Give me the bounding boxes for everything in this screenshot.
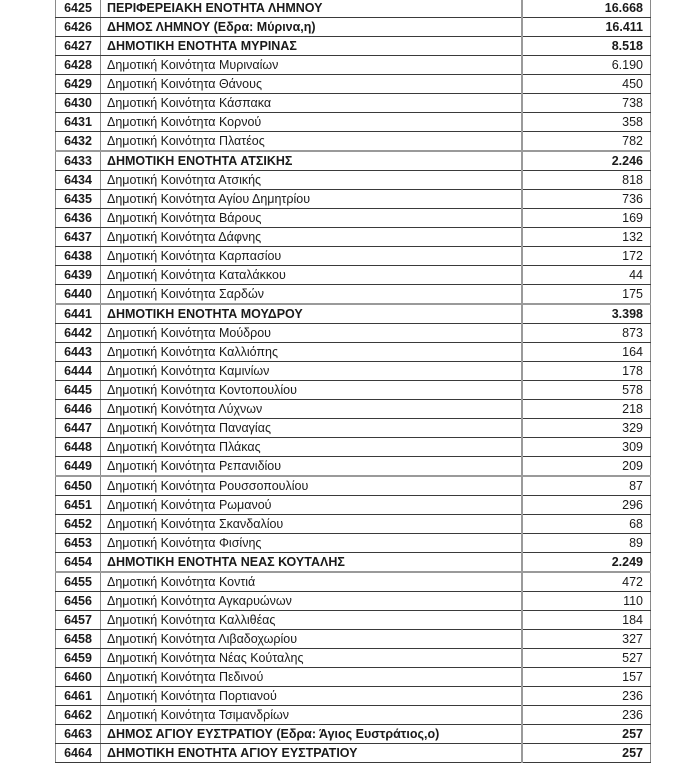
table-row — [56, 668, 651, 687]
row-population: 257 — [522, 744, 651, 763]
row-population: 218 — [522, 400, 651, 419]
row-code: 6462 — [56, 706, 101, 725]
row-name: Δημοτική Κοινότητα Πλάκας — [101, 438, 522, 457]
table-row — [56, 94, 651, 113]
table-row — [56, 515, 651, 534]
row-code: 6430 — [56, 94, 101, 113]
row-code: 6455 — [56, 572, 101, 592]
row-population: 527 — [522, 649, 651, 668]
row-name: Δημοτική Κοινότητα Δάφνης — [101, 228, 522, 247]
row-name: ΔΗΜΟΣ ΛΗΜΝΟΥ (Εδρα: Μύρινα,η) — [101, 18, 522, 37]
table-row — [56, 611, 651, 630]
row-population: 309 — [522, 438, 651, 457]
row-population: 8.518 — [522, 37, 651, 56]
row-name: Δημοτική Κοινότητα Μούδρου — [101, 324, 522, 343]
table-row — [56, 247, 651, 266]
row-name: Δημοτική Κοινότητα Σκανδαλίου — [101, 515, 522, 534]
row-name: Δημοτική Κοινότητα Πορτιανού — [101, 687, 522, 706]
table-row — [56, 649, 651, 668]
row-population: 358 — [522, 113, 651, 132]
row-population: 782 — [522, 132, 651, 152]
table-row — [56, 553, 651, 573]
table-row — [56, 572, 651, 592]
row-name: ΔΗΜΟΤΙΚΗ ΕΝΟΤΗΤΑ ΜΥΡΙΝΑΣ — [101, 37, 522, 56]
row-code: 6445 — [56, 381, 101, 400]
row-name: Δημοτική Κοινότητα Νέας Κούταλης — [101, 649, 522, 668]
row-code: 6464 — [56, 744, 101, 763]
row-name: Δημοτική Κοινότητα Λιβαδοχωρίου — [101, 630, 522, 649]
row-population: 169 — [522, 209, 651, 228]
table-body — [56, 0, 651, 763]
row-code: 6431 — [56, 113, 101, 132]
table-row — [56, 113, 651, 132]
table-row — [56, 381, 651, 400]
row-population: 16.411 — [522, 18, 651, 37]
table-row — [56, 18, 651, 37]
row-name: Δημοτική Κοινότητα Αγκαρυώνων — [101, 592, 522, 611]
population-table — [55, 0, 651, 763]
row-code: 6439 — [56, 266, 101, 285]
row-population: 3.398 — [522, 304, 651, 324]
row-name: Δημοτική Κοινότητα Καλλιόπης — [101, 343, 522, 362]
row-population: 472 — [522, 572, 651, 592]
row-code: 6460 — [56, 668, 101, 687]
row-population: 89 — [522, 534, 651, 553]
row-population: 172 — [522, 247, 651, 266]
table-row — [56, 725, 651, 744]
row-population: 578 — [522, 381, 651, 400]
row-name: Δημοτική Κοινότητα Σαρδών — [101, 285, 522, 305]
table-row — [56, 706, 651, 725]
row-population: 818 — [522, 171, 651, 190]
table-row — [56, 37, 651, 56]
row-name: Δημοτική Κοινότητα Κορνού — [101, 113, 522, 132]
row-code: 6442 — [56, 324, 101, 343]
row-code: 6458 — [56, 630, 101, 649]
row-name: ΔΗΜΟΤΙΚΗ ΕΝΟΤΗΤΑ ΑΓΙΟΥ ΕΥΣΤΡΑΤΙΟΥ — [101, 744, 522, 763]
row-population: 329 — [522, 419, 651, 438]
row-name: Δημοτική Κοινότητα Καλλιθέας — [101, 611, 522, 630]
table-row — [56, 0, 651, 18]
row-name: Δημοτική Κοινότητα Κάσπακα — [101, 94, 522, 113]
row-population: 6.190 — [522, 56, 651, 75]
row-code: 6443 — [56, 343, 101, 362]
row-name: ΠΕΡΙΦΕΡΕΙΑΚΗ ΕΝΟΤΗΤΑ ΛΗΜΝΟΥ — [101, 0, 522, 18]
row-code: 6440 — [56, 285, 101, 305]
table-row — [56, 304, 651, 324]
row-name: Δημοτική Κοινότητα Πεδινού — [101, 668, 522, 687]
row-code: 6446 — [56, 400, 101, 419]
row-name: Δημοτική Κοινότητα Μυριναίων — [101, 56, 522, 75]
row-name: Δημοτική Κοινότητα Κοντιά — [101, 572, 522, 592]
row-population: 2.249 — [522, 553, 651, 573]
row-name: Δημοτική Κοινότητα Ρεπανιδίου — [101, 457, 522, 477]
row-population: 175 — [522, 285, 651, 305]
row-population: 2.246 — [522, 151, 651, 171]
row-name: Δημοτική Κοινότητα Καταλάκκου — [101, 266, 522, 285]
row-code: 6437 — [56, 228, 101, 247]
row-code: 6453 — [56, 534, 101, 553]
row-code: 6461 — [56, 687, 101, 706]
row-population: 68 — [522, 515, 651, 534]
row-population: 44 — [522, 266, 651, 285]
row-code: 6438 — [56, 247, 101, 266]
table-row — [56, 151, 651, 171]
table-row — [56, 266, 651, 285]
table-row — [56, 592, 651, 611]
row-name: Δημοτική Κοινότητα Καμινίων — [101, 362, 522, 381]
row-code: 6450 — [56, 476, 101, 496]
row-population: 236 — [522, 706, 651, 725]
row-population: 87 — [522, 476, 651, 496]
row-code: 6447 — [56, 419, 101, 438]
row-code: 6454 — [56, 553, 101, 573]
row-code: 6435 — [56, 190, 101, 209]
row-population: 16.668 — [522, 0, 651, 18]
table-row — [56, 400, 651, 419]
table-row — [56, 285, 651, 305]
table-row — [56, 476, 651, 496]
row-code: 6448 — [56, 438, 101, 457]
row-name: Δημοτική Κοινότητα Ατσικής — [101, 171, 522, 190]
row-population: 157 — [522, 668, 651, 687]
row-code: 6432 — [56, 132, 101, 152]
table-row — [56, 132, 651, 152]
row-code: 6456 — [56, 592, 101, 611]
row-name: ΔΗΜΟΤΙΚΗ ΕΝΟΤΗΤΑ ΑΤΣΙΚΗΣ — [101, 151, 522, 171]
row-population: 209 — [522, 457, 651, 477]
table-row — [56, 343, 651, 362]
row-code: 6449 — [56, 457, 101, 477]
table-row — [56, 687, 651, 706]
table-row — [56, 438, 651, 457]
row-code: 6427 — [56, 37, 101, 56]
row-name: Δημοτική Κοινότητα Θάνους — [101, 75, 522, 94]
row-name: ΔΗΜΟΣ ΑΓΙΟΥ ΕΥΣΤΡΑΤΙΟΥ (Εδρα: Άγιος Ευστράτιος,ο) — [101, 725, 522, 744]
row-code: 6433 — [56, 151, 101, 171]
table-row — [56, 171, 651, 190]
table-row — [56, 190, 651, 209]
row-name: Δημοτική Κοινότητα Βάρους — [101, 209, 522, 228]
row-population: 178 — [522, 362, 651, 381]
table-row — [56, 744, 651, 763]
row-population: 738 — [522, 94, 651, 113]
row-population: 236 — [522, 687, 651, 706]
row-code: 6444 — [56, 362, 101, 381]
table-row — [56, 75, 651, 94]
row-code: 6426 — [56, 18, 101, 37]
row-population: 327 — [522, 630, 651, 649]
row-code: 6451 — [56, 496, 101, 515]
row-population: 736 — [522, 190, 651, 209]
row-code: 6457 — [56, 611, 101, 630]
row-code: 6425 — [56, 0, 101, 18]
row-population: 132 — [522, 228, 651, 247]
table-row — [56, 534, 651, 553]
table-row — [56, 496, 651, 515]
row-name: Δημοτική Κοινότητα Ρουσσοπουλίου — [101, 476, 522, 496]
row-name: Δημοτική Κοινότητα Λύχνων — [101, 400, 522, 419]
table-row — [56, 228, 651, 247]
row-name: Δημοτική Κοινότητα Αγίου Δημητρίου — [101, 190, 522, 209]
row-name: Δημοτική Κοινότητα Καρπασίου — [101, 247, 522, 266]
row-name: Δημοτική Κοινότητα Τσιμανδρίων — [101, 706, 522, 725]
row-population: 257 — [522, 725, 651, 744]
row-code: 6434 — [56, 171, 101, 190]
row-name: Δημοτική Κοινότητα Ρωμανού — [101, 496, 522, 515]
row-population: 873 — [522, 324, 651, 343]
row-code: 6459 — [56, 649, 101, 668]
table-row — [56, 630, 651, 649]
row-code: 6428 — [56, 56, 101, 75]
row-name: Δημοτική Κοινότητα Φισίνης — [101, 534, 522, 553]
row-code: 6436 — [56, 209, 101, 228]
row-population: 110 — [522, 592, 651, 611]
row-code: 6441 — [56, 304, 101, 324]
row-name: Δημοτική Κοινότητα Πλατέος — [101, 132, 522, 152]
row-name: Δημοτική Κοινότητα Παναγίας — [101, 419, 522, 438]
table-row — [56, 362, 651, 381]
row-code: 6429 — [56, 75, 101, 94]
table-row — [56, 56, 651, 75]
table-row — [56, 419, 651, 438]
row-code: 6452 — [56, 515, 101, 534]
row-population: 296 — [522, 496, 651, 515]
row-population: 164 — [522, 343, 651, 362]
table-row — [56, 324, 651, 343]
row-population: 450 — [522, 75, 651, 94]
table-row — [56, 457, 651, 477]
row-name: ΔΗΜΟΤΙΚΗ ΕΝΟΤΗΤΑ ΜΟΥΔΡΟΥ — [101, 304, 522, 324]
row-population: 184 — [522, 611, 651, 630]
table-row — [56, 209, 651, 228]
row-code: 6463 — [56, 725, 101, 744]
row-name: ΔΗΜΟΤΙΚΗ ΕΝΟΤΗΤΑ ΝΕΑΣ ΚΟΥΤΑΛΗΣ — [101, 553, 522, 573]
row-name: Δημοτική Κοινότητα Κοντοπουλίου — [101, 381, 522, 400]
